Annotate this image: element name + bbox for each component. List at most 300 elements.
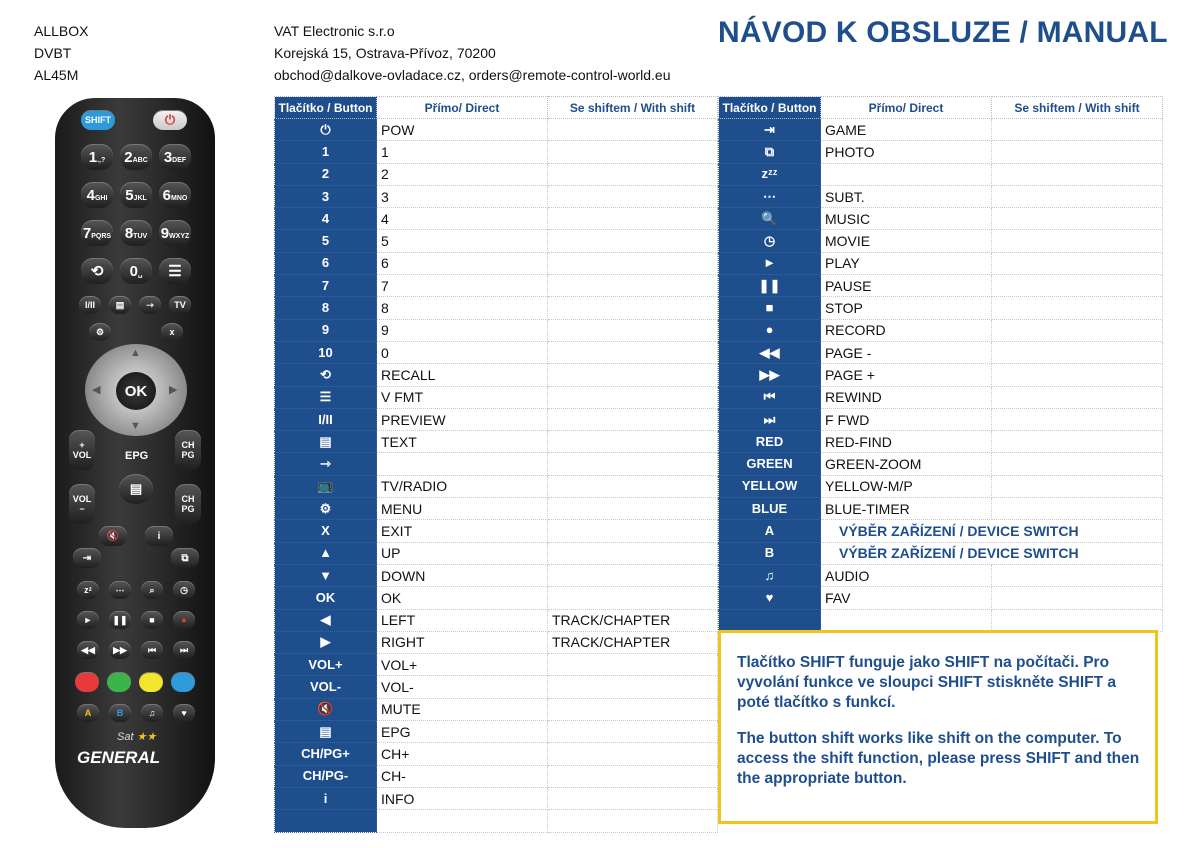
- direct-cell: VOL+: [377, 654, 548, 676]
- shift-cell: [992, 208, 1163, 230]
- table-row: [275, 386, 718, 408]
- shift-cell: [548, 520, 718, 542]
- direct-cell: PLAY: [821, 252, 992, 274]
- direct-cell: [821, 163, 992, 185]
- left-arrow-icon: ◀: [92, 384, 101, 396]
- recall-icon: ⟲: [81, 258, 113, 284]
- button-cell: ▤: [275, 721, 377, 743]
- shift-cell: [548, 498, 718, 520]
- button-cell: ⋯: [719, 185, 821, 207]
- gear-icon: ⚙: [89, 323, 111, 341]
- yellow-button: [139, 672, 163, 692]
- numpad-key: [120, 258, 152, 284]
- direct-cell: RIGHT: [377, 631, 548, 653]
- direct-cell: POW: [377, 119, 548, 141]
- button-cell: ◀: [275, 609, 377, 631]
- direct-cell: STOP: [821, 297, 992, 319]
- table-row: [719, 453, 1163, 475]
- shift-cell: [992, 408, 1163, 430]
- shift-cell: [992, 587, 1163, 609]
- direct-cell: DOWN: [377, 564, 548, 586]
- button-cell: ♥: [719, 587, 821, 609]
- button-cell: OK: [275, 587, 377, 609]
- shift-cell: [548, 185, 718, 207]
- table-row: [275, 721, 718, 743]
- button-cell: CH/PG-: [275, 765, 377, 787]
- button-cell: 6: [275, 252, 377, 274]
- table-row: [719, 297, 1163, 319]
- table-row: [275, 431, 718, 453]
- col-shift: Se shiftem / With shift: [548, 97, 718, 119]
- button-cell: ▶: [275, 631, 377, 653]
- shift-button: SHIFT: [81, 110, 115, 130]
- button-cell: 4: [275, 208, 377, 230]
- shift-cell: [548, 208, 718, 230]
- right-arrow-icon: ▶: [169, 384, 178, 396]
- sat-logo: Sat ★★: [117, 731, 157, 743]
- power-icon: ⏻: [153, 110, 187, 130]
- device-type: DVBT: [34, 45, 72, 61]
- up-arrow-icon: ▲: [130, 347, 141, 359]
- table-row: [275, 765, 718, 787]
- button-cell: 🔇: [275, 698, 377, 720]
- shift-cell: [548, 319, 718, 341]
- numpad-key: [81, 182, 113, 208]
- table-row: [275, 787, 718, 809]
- shift-cell: [992, 252, 1163, 274]
- shift-cell: [548, 275, 718, 297]
- button-cell: 9: [275, 319, 377, 341]
- button-cell: CH/PG+: [275, 743, 377, 765]
- brand-logo: GENERAL: [77, 748, 161, 767]
- company-name: VAT Electronic s.r.o: [274, 23, 395, 39]
- direct-cell: UP: [377, 542, 548, 564]
- button-cell: 5: [275, 230, 377, 252]
- shift-cell: [548, 230, 718, 252]
- numpad-key: [120, 144, 152, 170]
- shift-cell: [992, 498, 1163, 520]
- shift-cell: [548, 698, 718, 720]
- direct-cell: TV/RADIO: [377, 475, 548, 497]
- shift-note-cz: Tlačítko SHIFT funguje jako SHIFT na počítači. Pro vyvolání funkce ve sloupci SHIFT stiskněte SHIFT a poté tlačítko s funkcí.: [737, 654, 1117, 711]
- table-row: [719, 341, 1163, 363]
- button-cell: ⟲: [275, 364, 377, 386]
- direct-cell: 1: [377, 141, 548, 163]
- ch-minus-button: CH PG: [175, 484, 201, 524]
- shift-cell: [992, 431, 1163, 453]
- button-cell: ◀◀: [719, 341, 821, 363]
- table-row: [719, 141, 1163, 163]
- heart-icon: ♥: [173, 704, 195, 722]
- music-note-icon: ♫: [141, 704, 163, 722]
- shift-cell: [992, 364, 1163, 386]
- table-row: [719, 208, 1163, 230]
- button-map-left: [274, 96, 718, 833]
- button-cell: 10: [275, 341, 377, 363]
- direct-cell: 5: [377, 230, 548, 252]
- table-row: [275, 364, 718, 386]
- table-row: [275, 609, 718, 631]
- button-cell: 🔍: [719, 208, 821, 230]
- numpad-key-sub: .,?: [97, 156, 106, 164]
- table-row: [275, 185, 718, 207]
- numpad-key-label: 5: [125, 186, 134, 204]
- direct-cell: [821, 609, 992, 631]
- table-row: [719, 252, 1163, 274]
- tv-radio-icon: TV: [169, 296, 191, 314]
- button-cell: B: [719, 542, 821, 564]
- button-cell: ☰: [275, 386, 377, 408]
- button-cell: ⚙: [275, 498, 377, 520]
- numpad-key: [120, 182, 152, 208]
- table-row: [275, 341, 718, 363]
- direct-cell: CH+: [377, 743, 548, 765]
- direct-cell: PAGE +: [821, 364, 992, 386]
- table-row: [719, 119, 1163, 141]
- shift-cell: [992, 475, 1163, 497]
- direct-cell: YELLOW-M/P: [821, 475, 992, 497]
- direct-cell: [377, 453, 548, 475]
- table-row: [275, 542, 718, 564]
- button-cell: ⏮: [719, 386, 821, 408]
- page-title: NÁVOD K OBSLUZE / MANUAL: [718, 16, 1168, 49]
- numpad-key-sub: JKL: [133, 194, 147, 202]
- shift-cell: [548, 654, 718, 676]
- shift-cell: [548, 676, 718, 698]
- table-row: [275, 141, 718, 163]
- direct-cell: 7: [377, 275, 548, 297]
- pause-icon: ❚❚: [109, 611, 131, 629]
- shift-cell: [992, 319, 1163, 341]
- company-info: [274, 20, 671, 86]
- device-a-button: A: [77, 704, 99, 722]
- record-icon: ●: [173, 611, 195, 629]
- direct-cell: RED-FIND: [821, 431, 992, 453]
- shift-cell: [548, 721, 718, 743]
- button-cell: 8: [275, 297, 377, 319]
- button-cell: [719, 609, 821, 631]
- direct-cell: 2: [377, 163, 548, 185]
- numpad-key-label: 7: [82, 224, 92, 242]
- shift-cell: [548, 252, 718, 274]
- button-cell: 7: [275, 275, 377, 297]
- direct-cell: 9: [377, 319, 548, 341]
- table-row: [719, 408, 1163, 430]
- button-map-right: [718, 96, 1163, 632]
- epg-label: EPG: [125, 450, 149, 462]
- table-row: [275, 297, 718, 319]
- photo-icon: ⧉: [171, 548, 199, 568]
- numpad-key: [159, 144, 191, 170]
- numpad-key-label: 6: [162, 186, 171, 204]
- direct-cell: 0: [377, 341, 548, 363]
- direct-cell: GREEN-ZOOM: [821, 453, 992, 475]
- table-row: [275, 275, 718, 297]
- numpad-key: [159, 182, 191, 208]
- shift-cell: [548, 475, 718, 497]
- button-cell: i: [275, 787, 377, 809]
- table-row: [275, 475, 718, 497]
- epg-icon: ▤: [119, 474, 153, 504]
- direct-cell: V FMT: [377, 386, 548, 408]
- table-row: [719, 386, 1163, 408]
- direct-cell: PHOTO: [821, 141, 992, 163]
- direct-cell: [377, 810, 548, 832]
- shift-cell: [992, 141, 1163, 163]
- shift-cell: [992, 275, 1163, 297]
- game-icon: ⇥: [73, 548, 101, 568]
- mute-icon: 🔇: [99, 526, 127, 546]
- direct-cell: PREVIEW: [377, 408, 548, 430]
- numpad-key-label: 3: [163, 148, 173, 166]
- table-row: [275, 810, 718, 832]
- direct-cell: PAGE -: [821, 341, 992, 363]
- direct-cell: LEFT: [377, 609, 548, 631]
- direct-cell: INFO: [377, 787, 548, 809]
- table-row: [275, 208, 718, 230]
- col-button: Tlačítko / Button: [275, 97, 377, 119]
- device-b-button: B: [109, 704, 131, 722]
- numpad-key: [159, 220, 191, 246]
- direct-cell: 8: [377, 297, 548, 319]
- button-cell: ♫: [719, 564, 821, 586]
- numpad-key-label: 4: [86, 186, 95, 204]
- button-cell: 📺: [275, 475, 377, 497]
- green-button: [107, 672, 131, 692]
- table-row: [275, 743, 718, 765]
- shift-cell: [992, 119, 1163, 141]
- direct-cell: MENU: [377, 498, 548, 520]
- shift-cell: [548, 341, 718, 363]
- table-header-row: [275, 97, 718, 119]
- shift-cell: [548, 564, 718, 586]
- table-row: [275, 163, 718, 185]
- button-cell: ■: [719, 297, 821, 319]
- button-cell: ⧉: [719, 141, 821, 163]
- device-switch-cell: VÝBĚR ZAŘÍZENÍ / DEVICE SWITCH: [821, 520, 1163, 542]
- shift-cell: [548, 297, 718, 319]
- shift-note-en: The button shift works like shift on the computer. To access the shift function, please press SHIFT and then the appropriate button.: [737, 730, 1140, 787]
- company-address: Korejská 15, Ostrava-Přívoz, 70200: [274, 45, 496, 61]
- table-row: [275, 676, 718, 698]
- col-shift: Se shiftem / With shift: [992, 97, 1163, 119]
- numpad-key-label: 2: [124, 148, 133, 166]
- blue-button: [171, 672, 195, 692]
- remote-image: [55, 98, 215, 828]
- numpad-key-label: 9: [160, 224, 170, 242]
- play-icon: ►: [77, 611, 99, 629]
- button-cell: ⇥: [719, 119, 821, 141]
- shift-cell: [992, 564, 1163, 586]
- table-row: [719, 609, 1163, 631]
- numpad-key: [81, 144, 113, 170]
- button-cell: RED: [719, 431, 821, 453]
- button-cell: 1: [275, 141, 377, 163]
- table-row: [275, 564, 718, 586]
- table-row: [719, 230, 1163, 252]
- clock-icon: ◷: [173, 581, 195, 599]
- button-cell: BLUE: [719, 498, 821, 520]
- table-row: [719, 319, 1163, 341]
- direct-cell: CH-: [377, 765, 548, 787]
- direct-cell: VOL-: [377, 676, 548, 698]
- direct-cell: RECORD: [821, 319, 992, 341]
- table-row: [275, 453, 718, 475]
- button-cell: ▼: [275, 564, 377, 586]
- sleep-icon: zᶻ: [77, 581, 99, 599]
- button-cell: ▲: [275, 542, 377, 564]
- direct-cell: PAUSE: [821, 275, 992, 297]
- numpad-key-sub: MNO: [171, 194, 188, 202]
- page-minus-icon: ◀◀: [77, 641, 99, 659]
- shift-cell: TRACK/CHAPTER: [548, 609, 718, 631]
- button-cell: I/II: [275, 408, 377, 430]
- vol-minus-button: VOL −: [69, 484, 95, 524]
- direct-cell: 3: [377, 185, 548, 207]
- table-row: [719, 431, 1163, 453]
- table-row: [719, 364, 1163, 386]
- button-cell: 2: [275, 163, 377, 185]
- button-cell: ⏻: [275, 119, 377, 141]
- numpad-key: [120, 220, 152, 246]
- button-cell: VOL-: [275, 676, 377, 698]
- rewind-icon: ⏮: [141, 641, 163, 659]
- exit-icon: x: [161, 323, 183, 341]
- subtitle-icon: ⋯: [109, 581, 131, 599]
- button-cell: 3: [275, 185, 377, 207]
- table-row: [275, 408, 718, 430]
- numpad-key-sub: PQRS: [91, 232, 112, 240]
- direct-cell: AUDIO: [821, 564, 992, 586]
- col-direct: Přímo/ Direct: [377, 97, 548, 119]
- shift-cell: [548, 386, 718, 408]
- numpad-key-sub: WXYZ: [169, 232, 190, 240]
- audio-mode-icon: I/II: [79, 296, 101, 314]
- shift-cell: [548, 810, 718, 832]
- shift-cell: [992, 297, 1163, 319]
- table-row: [719, 520, 1163, 542]
- button-cell: ●: [719, 319, 821, 341]
- direct-cell: EXIT: [377, 520, 548, 542]
- col-direct: Přímo/ Direct: [821, 97, 992, 119]
- direct-cell: MOVIE: [821, 230, 992, 252]
- shift-note: [718, 630, 1158, 824]
- button-cell: ►: [719, 252, 821, 274]
- direct-cell: REWIND: [821, 386, 992, 408]
- device-model: AL45M: [34, 67, 79, 83]
- shift-cell: [548, 119, 718, 141]
- shift-cell: TRACK/CHAPTER: [548, 631, 718, 653]
- table-row: [275, 631, 718, 653]
- direct-cell: OK: [377, 587, 548, 609]
- col-button: Tlačítko / Button: [719, 97, 821, 119]
- table-row: [275, 654, 718, 676]
- direct-cell: RECALL: [377, 364, 548, 386]
- direct-cell: MUSIC: [821, 208, 992, 230]
- numpad-key-sub: GHI: [94, 194, 108, 202]
- shift-cell: [548, 587, 718, 609]
- table-header-row: [719, 97, 1163, 119]
- table-row: [275, 252, 718, 274]
- button-cell: A: [719, 520, 821, 542]
- button-cell: zᶻᶻ: [719, 163, 821, 185]
- page-plus-icon: ▶▶: [109, 641, 131, 659]
- table-row: [275, 587, 718, 609]
- table-row: [719, 185, 1163, 207]
- direct-cell: BLUE-TIMER: [821, 498, 992, 520]
- numpad-key-label: 0: [129, 262, 138, 280]
- shift-cell: [992, 453, 1163, 475]
- table-row: [275, 319, 718, 341]
- menu-lines-icon: ☰: [159, 258, 191, 284]
- numpad-key-label: 8: [124, 224, 134, 242]
- button-cell: ◷: [719, 230, 821, 252]
- shift-cell: [992, 341, 1163, 363]
- direct-cell: 4: [377, 208, 548, 230]
- vol-plus-button: + VOL: [69, 430, 95, 470]
- usb-icon: ⇾: [139, 296, 161, 314]
- button-cell: ⏭: [719, 408, 821, 430]
- table-row: [275, 698, 718, 720]
- shift-cell: [548, 743, 718, 765]
- shift-cell: [548, 141, 718, 163]
- table-row: [719, 475, 1163, 497]
- direct-cell: F FWD: [821, 408, 992, 430]
- sat-label: Sat: [117, 731, 134, 743]
- button-cell: ▶▶: [719, 364, 821, 386]
- direct-cell: MUTE: [377, 698, 548, 720]
- direct-cell: SUBT.: [821, 185, 992, 207]
- shift-cell: [548, 431, 718, 453]
- numpad-key-sub: ␣: [137, 271, 143, 278]
- red-button: [75, 672, 99, 692]
- table-row: [719, 542, 1163, 564]
- shift-cell: [548, 787, 718, 809]
- numpad-key: [81, 220, 113, 246]
- table-row: [719, 163, 1163, 185]
- table-row: [719, 587, 1163, 609]
- button-cell: ▤: [275, 431, 377, 453]
- table-row: [719, 498, 1163, 520]
- direct-cell: EPG: [377, 721, 548, 743]
- button-cell: GREEN: [719, 453, 821, 475]
- table-row: [275, 520, 718, 542]
- shift-cell: [548, 453, 718, 475]
- table-row: [275, 498, 718, 520]
- shift-cell: [548, 408, 718, 430]
- search-icon: ⌕: [141, 581, 163, 599]
- button-cell: [275, 810, 377, 832]
- fast-forward-icon: ⏭: [173, 641, 195, 659]
- company-email: obchod@dalkove-ovladace.cz, orders@remote-control-world.eu: [274, 67, 671, 83]
- shift-cell: [548, 765, 718, 787]
- table-row: [719, 564, 1163, 586]
- stop-icon: ■: [141, 611, 163, 629]
- ch-plus-button: CH PG: [175, 430, 201, 470]
- device-brand: ALLBOX: [34, 23, 89, 39]
- shift-cell: [548, 542, 718, 564]
- direct-cell: TEXT: [377, 431, 548, 453]
- button-cell: ❚❚: [719, 275, 821, 297]
- shift-cell: [992, 386, 1163, 408]
- shift-cell: [992, 185, 1163, 207]
- numpad-key-sub: ABC: [132, 156, 148, 164]
- text-icon: ▤: [109, 296, 131, 314]
- numpad-key-sub: TUV: [133, 232, 148, 240]
- button-cell: YELLOW: [719, 475, 821, 497]
- table-row: [275, 230, 718, 252]
- ok-button: OK: [116, 372, 156, 410]
